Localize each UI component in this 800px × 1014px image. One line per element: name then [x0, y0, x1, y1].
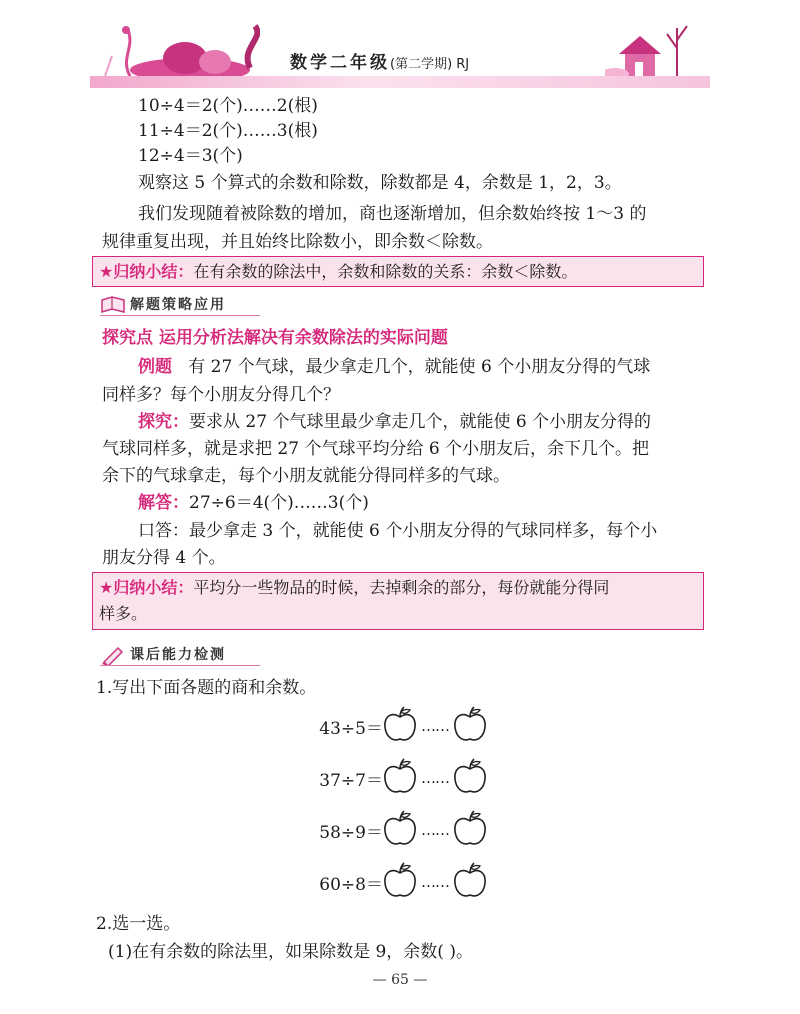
answer-text: 口答：最少拿走 3 个，就能使 6 个小朋友分得的气球同样多，每个小	[138, 521, 658, 541]
section-underline	[100, 665, 260, 666]
finding-text: 规律重复出现，并且始终比除数小，即余数＜除数。	[102, 232, 493, 252]
summary-text: 在有余数的除法中，余数和除数的关系：余数＜除数。	[193, 262, 578, 281]
explore-heading: 探究点 运用分析法解决有余数除法的实际问题	[102, 328, 448, 348]
remainder-answer-box[interactable]	[453, 861, 487, 903]
observation-text: 观察这 5 个算式的余数和除数，除数都是 4，余数是 1，2，3。	[138, 173, 622, 193]
remainder-answer-box[interactable]	[453, 809, 487, 851]
equation-line: 12÷4＝3(个)	[138, 146, 243, 166]
equation-line: 11÷4＝2(个)……3(根)	[138, 121, 318, 141]
page-header	[90, 18, 710, 88]
equation-line: 10÷4＝2(个)……2(根)	[138, 96, 318, 116]
section-heading-strategy: 解题策略应用	[100, 290, 226, 316]
summary-text: 样多。	[99, 604, 148, 623]
summary-label: ★归纳小结：	[99, 578, 194, 597]
summary-text: 平均分一些物品的时候，去掉剩余的部分，每份就能分得同	[193, 578, 610, 597]
summary-box	[92, 572, 704, 630]
division-item: 37÷7＝ ……	[303, 758, 487, 798]
analysis-text: 余下的气球拿走，每个小朋友就能分得同样多的气球。	[102, 466, 510, 486]
quotient-answer-box[interactable]	[383, 861, 417, 903]
example-text: 例题 有 27 个气球，最少拿走几个，就能使 6 个小朋友分得的气球	[138, 357, 651, 377]
right-decoration-icon	[605, 18, 705, 80]
division-item: 60÷8＝ ……	[303, 862, 487, 902]
division-item: 43÷5＝ ……	[303, 706, 487, 746]
remainder-answer-box[interactable]	[453, 705, 487, 747]
section-heading-practice: 课后能力检测	[100, 640, 226, 666]
question-prompt: 2.选一选。	[96, 914, 181, 934]
summary-box	[92, 256, 704, 287]
finding-text: 我们发现随着被除数的增加，商也逐渐增加，但余数始终按 1～3 的	[138, 204, 647, 224]
quotient-answer-box[interactable]	[383, 809, 417, 851]
left-decoration-icon	[90, 18, 260, 80]
book-icon	[100, 294, 126, 316]
section-underline	[100, 315, 260, 316]
quotient-answer-box[interactable]	[383, 705, 417, 747]
answer-text: 朋友分得 4 个。	[102, 548, 226, 568]
summary-label: ★归纳小结：	[99, 262, 194, 281]
page-number: — 65 —	[372, 972, 428, 988]
analysis-text: 探究：要求从 27 个气球里最少拿走几个，就能使 6 个小朋友分得的	[138, 412, 652, 432]
book-title: 数学二年级(第二学期) RJ	[290, 53, 470, 73]
analysis-text: 气球同样多，就是求把 27 个气球平均分给 6 个小朋友后，余下几个。把	[102, 439, 650, 459]
example-text: 同样多？每个小朋友分得几个？	[102, 385, 340, 405]
quotient-answer-box[interactable]	[383, 757, 417, 799]
solution-text: 解答：27÷6＝4(个)……3(个)	[138, 493, 369, 513]
question-prompt: 1.写出下面各题的商和余数。	[96, 678, 317, 698]
division-item: 58÷9＝ ……	[303, 810, 487, 850]
header-band	[90, 76, 710, 88]
remainder-answer-box[interactable]	[453, 757, 487, 799]
choice-question: (1)在有余数的除法里，如果除数是 9，余数( )。	[108, 942, 473, 962]
pencil-icon	[100, 644, 126, 666]
